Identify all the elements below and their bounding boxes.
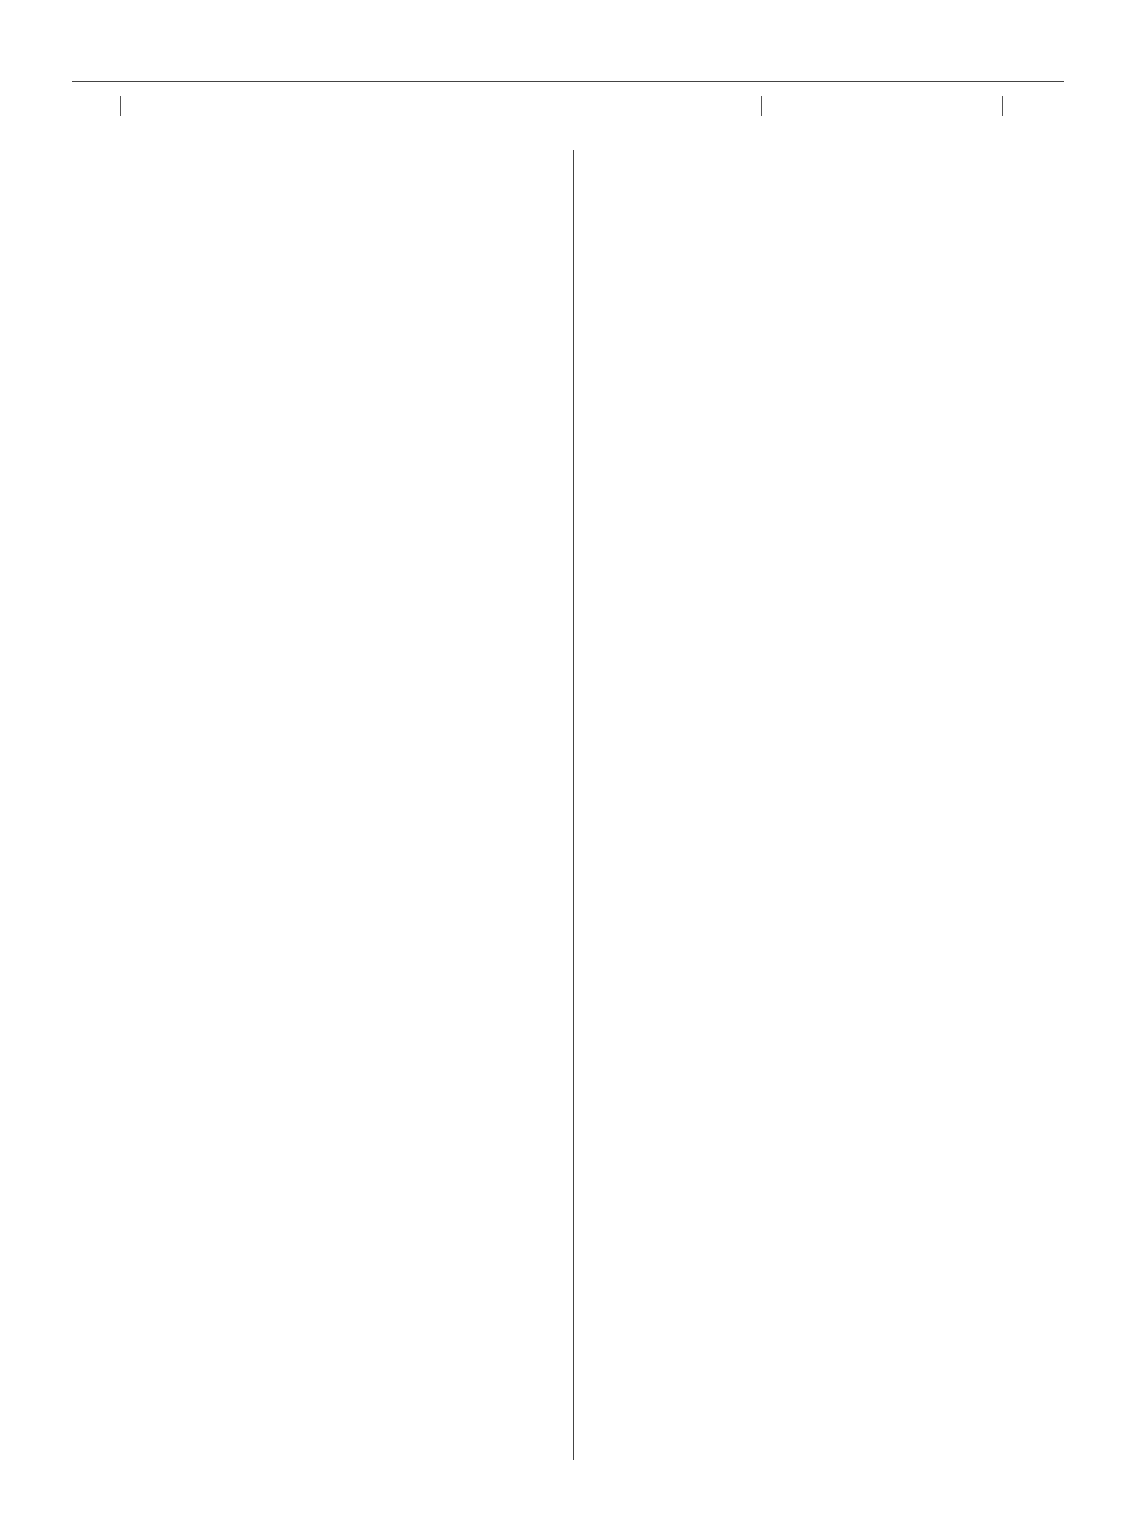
top-rule <box>72 81 1064 82</box>
page-header <box>72 88 1064 124</box>
header-divider <box>761 96 762 116</box>
header-divider <box>1002 96 1003 116</box>
header-divider <box>120 96 121 116</box>
column-divider <box>573 150 574 1460</box>
